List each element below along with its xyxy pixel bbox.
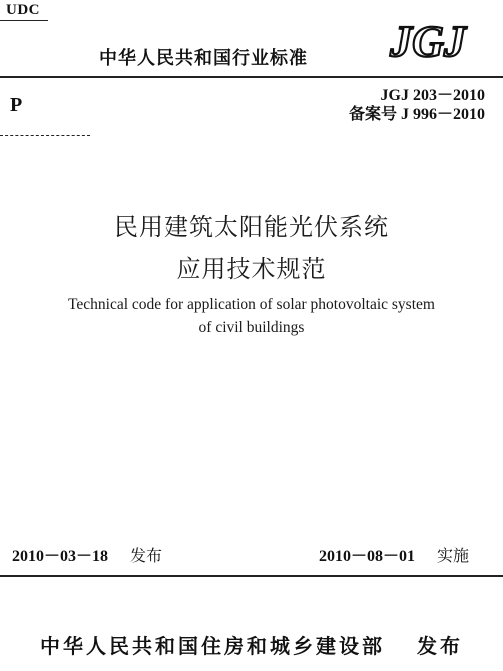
title-english-line2: of civil buildings xyxy=(198,319,305,336)
effective-label: 实施 xyxy=(436,546,469,565)
publish-label: 发布 xyxy=(417,634,463,658)
title-chinese-line2: 应用技术规范 xyxy=(176,255,327,283)
issue-date-block xyxy=(12,543,162,566)
logo-text: JGJ xyxy=(390,20,466,62)
category-mark: P xyxy=(10,94,23,116)
standard-number: JGJ 203－2010 xyxy=(380,87,485,104)
effective-date-block xyxy=(319,543,469,566)
issue-label: 发布 xyxy=(130,546,163,565)
record-number: 备案号 J 996－2010 xyxy=(348,106,485,123)
publisher-line xyxy=(0,630,503,659)
industry-standard-title: 中华人民共和国行业标准 xyxy=(99,48,308,69)
title-english-line1: Technical code for application of solar photovoltaic system xyxy=(68,296,435,313)
category-divider xyxy=(0,135,90,136)
header-divider xyxy=(0,76,503,78)
udc-underline xyxy=(0,20,48,21)
jgj-logo xyxy=(373,20,483,62)
footer-divider xyxy=(0,575,503,577)
standard-number-block xyxy=(349,86,485,124)
effective-date: 2010－08－01 xyxy=(318,548,415,565)
publisher-name: 中华人民共和国住房和城乡建设部 xyxy=(40,634,385,658)
issue-date: 2010－03－18 xyxy=(12,548,109,565)
title-chinese-line1: 民用建筑太阳能光伏系统 xyxy=(114,213,389,241)
udc-label: UDC xyxy=(6,2,40,18)
